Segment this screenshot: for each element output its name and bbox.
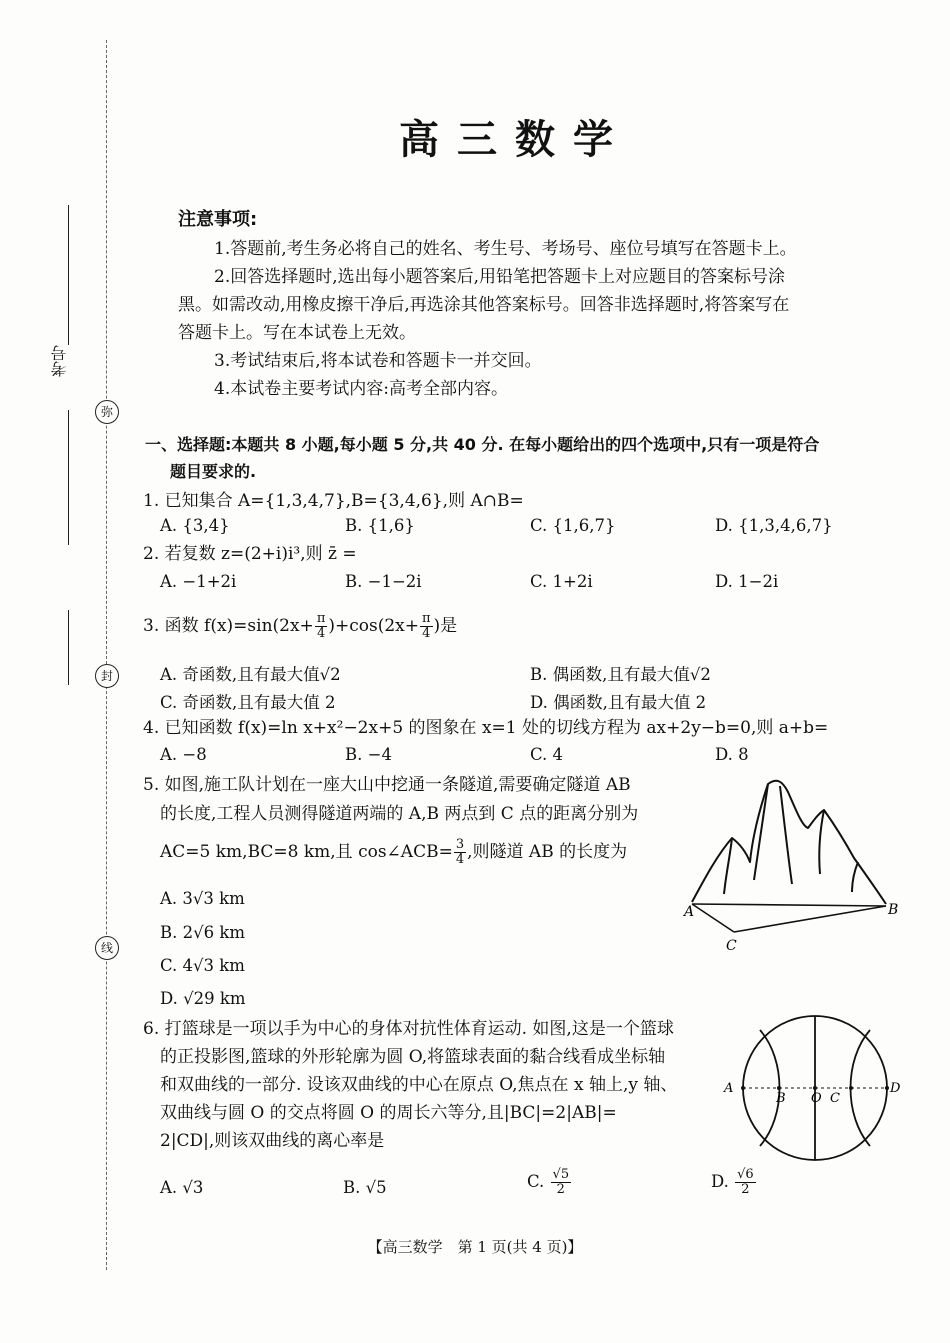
q6-c-den: 2 (556, 1182, 565, 1197)
q6-d-den: 2 (741, 1182, 750, 1197)
q1-option-d: D. {1,3,4,6,7} (715, 516, 833, 535)
section-heading-cont: 题目要求的. (170, 462, 257, 481)
section-heading: 一、选择题:本题共 8 小题,每小题 5 分,共 40 分. 在每小题给出的四个选项中,只有一项是符合 (145, 435, 820, 454)
mountain-outline (692, 781, 886, 904)
q6-option-c (527, 1168, 572, 1197)
mountain-ridge (754, 784, 768, 880)
note-line: 答题卡上。写在本试卷上无效。 (178, 323, 416, 343)
q2-option-c: C. 1+2i (530, 572, 593, 591)
q3-fraction-2 (420, 612, 433, 641)
tunnel-segment-ab (692, 904, 886, 906)
point-c (849, 1086, 853, 1090)
mountain-ridge (780, 786, 792, 884)
q3-fraction-1 (315, 612, 328, 641)
q6-option-b: B. √5 (343, 1178, 387, 1197)
q3-option-d: D. 偶函数,且有最大值 2 (530, 693, 707, 712)
q3-stem-part-c: )是 (433, 616, 458, 636)
q3-stem-part-b: )+cos(2x+ (328, 616, 419, 636)
q2-option-b: B. −1−2i (345, 572, 422, 591)
note-line: 黑。如需改动,用橡皮擦干净后,再选涂其他答案标号。回答非选择题时,将答案写在 (178, 295, 790, 315)
question-3-stem (143, 612, 457, 641)
point-d (885, 1086, 889, 1090)
q5-option-c: C. 4√3 km (160, 956, 245, 975)
question-5-line-2: 的长度,工程人员测得隧道两端的 A,B 两点到 C 点的距离分别为 (160, 804, 639, 824)
q6-option-d-prefix: D. (711, 1172, 735, 1191)
q3-option-c: C. 奇函数,且有最大值 2 (160, 693, 336, 712)
margin-blank-line (68, 610, 69, 685)
q5-option-d: D. √29 km (160, 989, 246, 1008)
q6-option-c-prefix: C. (527, 1172, 550, 1191)
question-6-line-5: 2|CD|,则该双曲线的离心率是 (160, 1131, 385, 1151)
q5-frac-den: 4 (455, 852, 465, 867)
segment-bc (734, 906, 886, 932)
question-5-line-3 (160, 838, 627, 867)
q6-option-a: A. √3 (160, 1178, 204, 1197)
q1-option-c: C. {1,6,7} (530, 516, 616, 535)
q6-basketball-figure (720, 1010, 910, 1170)
label-c: C (830, 1091, 840, 1106)
q2-option-d: D. 1−2i (715, 572, 779, 591)
point-a-label: A (684, 904, 695, 920)
q3-frac2-den: 4 (422, 626, 431, 641)
seal-mark-xian: 线 (95, 936, 119, 960)
mountain-ridge (819, 810, 824, 874)
note-line: 3.考试结束后,将本试卷和答题卡一并交回。 (214, 351, 542, 371)
q4-option-c: C. 4 (530, 745, 564, 764)
question-6-line-4: 双曲线与圆 O 的交点将圆 O 的周长六等分,且|BC|=2|AB|= (160, 1103, 617, 1123)
point-o (813, 1086, 817, 1090)
q3-stem-part-a: 3. 函数 f(x)=sin(2x+ (143, 616, 314, 636)
q5-fraction (454, 838, 466, 867)
question-6-line-1: 6. 打篮球是一项以手为中心的身体对抗性体育运动. 如图,这是一个篮球 (143, 1019, 674, 1039)
label-b: B (776, 1091, 786, 1106)
seal-dashed-line (106, 40, 107, 1270)
q4-option-b: B. −4 (345, 745, 392, 764)
exam-no-label: 考号 (50, 345, 69, 377)
q5-line3-part-b: ,则隧道 AB 的长度为 (467, 842, 628, 862)
label-d: D (890, 1081, 901, 1096)
q6-option-d-fraction (735, 1168, 756, 1197)
page-footer: 【高三数学 第 1 页(共 4 页)】 (367, 1238, 583, 1256)
point-b-label: B (888, 902, 899, 918)
question-6-line-3: 和双曲线的一部分. 设该双曲线的中心在原点 O,焦点在 x 轴上,y 轴、 (160, 1075, 678, 1095)
note-line: 2.回答选择题时,选出每小题答案后,用铅笔把答题卡上对应题目的答案标号涂 (214, 267, 786, 287)
exam-no-blank-line (68, 205, 69, 345)
question-6-line-2: 的正投影图,篮球的外形轮廓为圆 O,将篮球表面的黏合线看成坐标轴 (160, 1047, 666, 1067)
q3-frac2-num: π (422, 611, 431, 626)
q6-option-c-fraction (551, 1168, 572, 1197)
q4-option-d: D. 8 (715, 745, 749, 764)
note-line: 1.答题前,考生务必将自己的姓名、考生号、考场号、座位号填写在答题卡上。 (214, 239, 797, 259)
q5-mountain-figure (680, 770, 910, 960)
point-b (777, 1086, 781, 1090)
page-title: 高三数学 (399, 117, 631, 163)
q1-option-a: A. {3,4} (160, 516, 230, 535)
question-4-stem: 4. 已知函数 f(x)=ln x+x²−2x+5 的图象在 x=1 处的切线方程为 ax+2y−b=0,则 a+b= (143, 718, 829, 738)
label-a: A (724, 1081, 734, 1096)
q6-option-d (711, 1168, 757, 1197)
q5-line3-part-a: AC=5 km,BC=8 km,且 cos∠ACB= (160, 842, 453, 862)
seal-mark-mi: 弥 (95, 400, 119, 424)
q4-option-a: A. −8 (160, 745, 207, 764)
q1-option-b: B. {1,6} (345, 516, 415, 535)
segment-ac (692, 904, 734, 932)
notes-heading: 注意事项: (178, 209, 258, 230)
q5-option-b: B. 2√6 km (160, 923, 246, 942)
q3-option-a: A. 奇函数,且有最大值√2 (160, 665, 341, 684)
label-o: O (811, 1091, 822, 1106)
point-a (741, 1086, 745, 1090)
q5-frac-num: 3 (455, 837, 465, 852)
q6-d-num: √6 (737, 1167, 754, 1182)
question-5-line-1: 5. 如图,施工队计划在一座大山中挖通一条隧道,需要确定隧道 AB (143, 775, 631, 795)
q2-option-a: A. −1+2i (160, 572, 237, 591)
seal-mark-feng: 封 (95, 664, 119, 688)
q3-frac1-den: 4 (316, 626, 326, 641)
note-line: 4.本试卷主要考试内容:高考全部内容。 (214, 379, 508, 399)
q3-option-b: B. 偶函数,且有最大值√2 (530, 665, 711, 684)
mountain-ridge (852, 862, 858, 892)
question-1-stem: 1. 已知集合 A={1,3,4,7},B={3,4,6},则 A∩B= (143, 491, 524, 511)
q5-option-a: A. 3√3 km (160, 889, 245, 908)
point-c-label: C (726, 938, 737, 954)
q3-frac1-num: π (316, 611, 326, 626)
margin-blank-line (68, 410, 69, 545)
question-2-stem: 2. 若复数 z=(2+i)i³,则 z̄ = (143, 544, 357, 564)
q6-c-num: √5 (552, 1167, 570, 1182)
